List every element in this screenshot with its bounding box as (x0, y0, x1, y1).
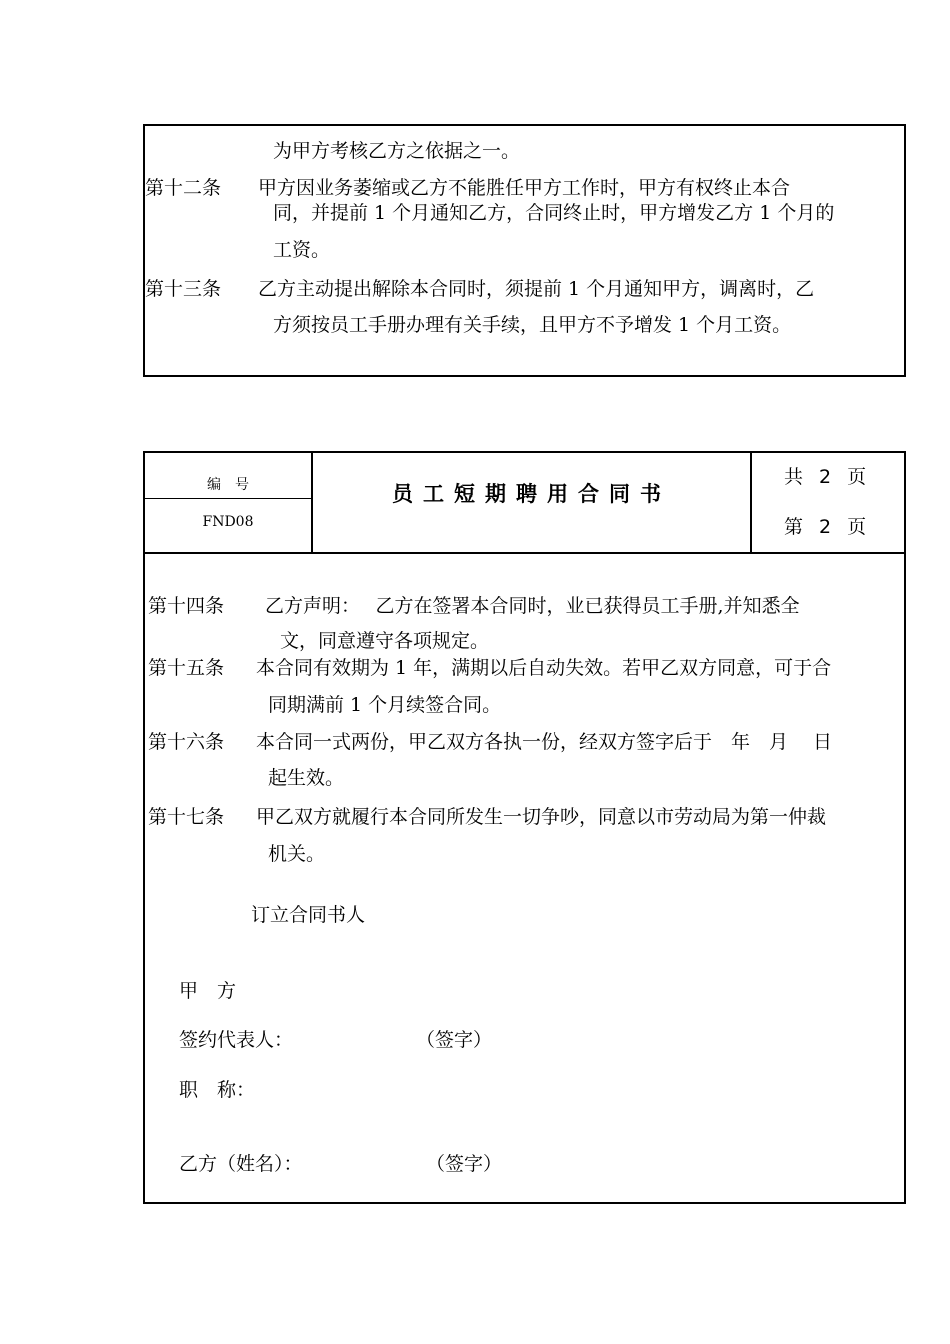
header-row-divider (143, 552, 906, 554)
party-b-name-label: 乙方（姓名）： (179, 1153, 303, 1175)
signing-heading: 订立合同书人 (251, 904, 366, 926)
clause15-line1: 本合同有效期为 1 年，满期以后自动失效。若甲乙双方同意，可于合 (256, 657, 832, 679)
clause16-line1: 本合同一式两份，甲乙双方各执一份，经双方签字后于 年 月 日 (256, 731, 833, 753)
clause11-continuation: 为甲方考核乙方之依据之一。 (273, 140, 521, 162)
party-a-label: 甲 方 (179, 980, 237, 1002)
clause16-line2: 起生效。 (268, 767, 345, 789)
clause13-label: 第十三条 (145, 278, 222, 300)
code-label: 编 号 (207, 477, 249, 493)
code-divider (145, 498, 311, 499)
clause16-label: 第十六条 (148, 731, 225, 753)
clause15-label: 第十五条 (148, 657, 225, 679)
clause12-line1: 甲方因业务萎缩或乙方不能胜任甲方工作时，甲方有权终止本合 (258, 177, 791, 199)
page-number: 第 2 页 (784, 516, 867, 538)
party-b-signature: （签字） (426, 1153, 503, 1175)
clause12-line2: 同，并提前 1 个月通知乙方，合同终止时，甲方增发乙方 1 个月的 (273, 202, 835, 224)
party-a-rep-signature: （签字） (416, 1029, 493, 1051)
document-title: 员工短期聘用合同书 (392, 482, 671, 506)
clause12-label: 第十二条 (145, 177, 222, 199)
clause14-line1: 乙方声明： 乙方在签署本合同时，业已获得员工手册,并知悉全 (265, 595, 800, 617)
page1-content-box (143, 124, 906, 377)
clause13-line2: 方须按员工手册办理有关手续，且甲方不予增发 1 个月工资。 (273, 314, 792, 336)
clause14-line2: 文，同意遵守各项规定。 (280, 630, 490, 652)
total-pages: 共 2 页 (784, 466, 867, 488)
code-value: FND08 (202, 514, 254, 530)
clause13-line1: 乙方主动提出解除本合同时，须提前 1 个月通知甲方，调离时，乙 (258, 278, 815, 300)
clause15-line2: 同期满前 1 个月续签合同。 (268, 694, 502, 716)
clause17-line2: 机关。 (268, 843, 326, 865)
clause14-label: 第十四条 (148, 595, 225, 617)
clause17-label: 第十七条 (148, 806, 225, 828)
clause17-line1: 甲乙双方就履行本合同所发生一切争吵，同意以市劳动局为第一仲裁 (256, 806, 827, 828)
clause12-line3: 工资。 (273, 239, 331, 261)
party-a-title-label: 职 称： (179, 1079, 256, 1101)
header-divider-right (750, 451, 752, 553)
party-a-rep-label: 签约代表人： (179, 1029, 294, 1051)
